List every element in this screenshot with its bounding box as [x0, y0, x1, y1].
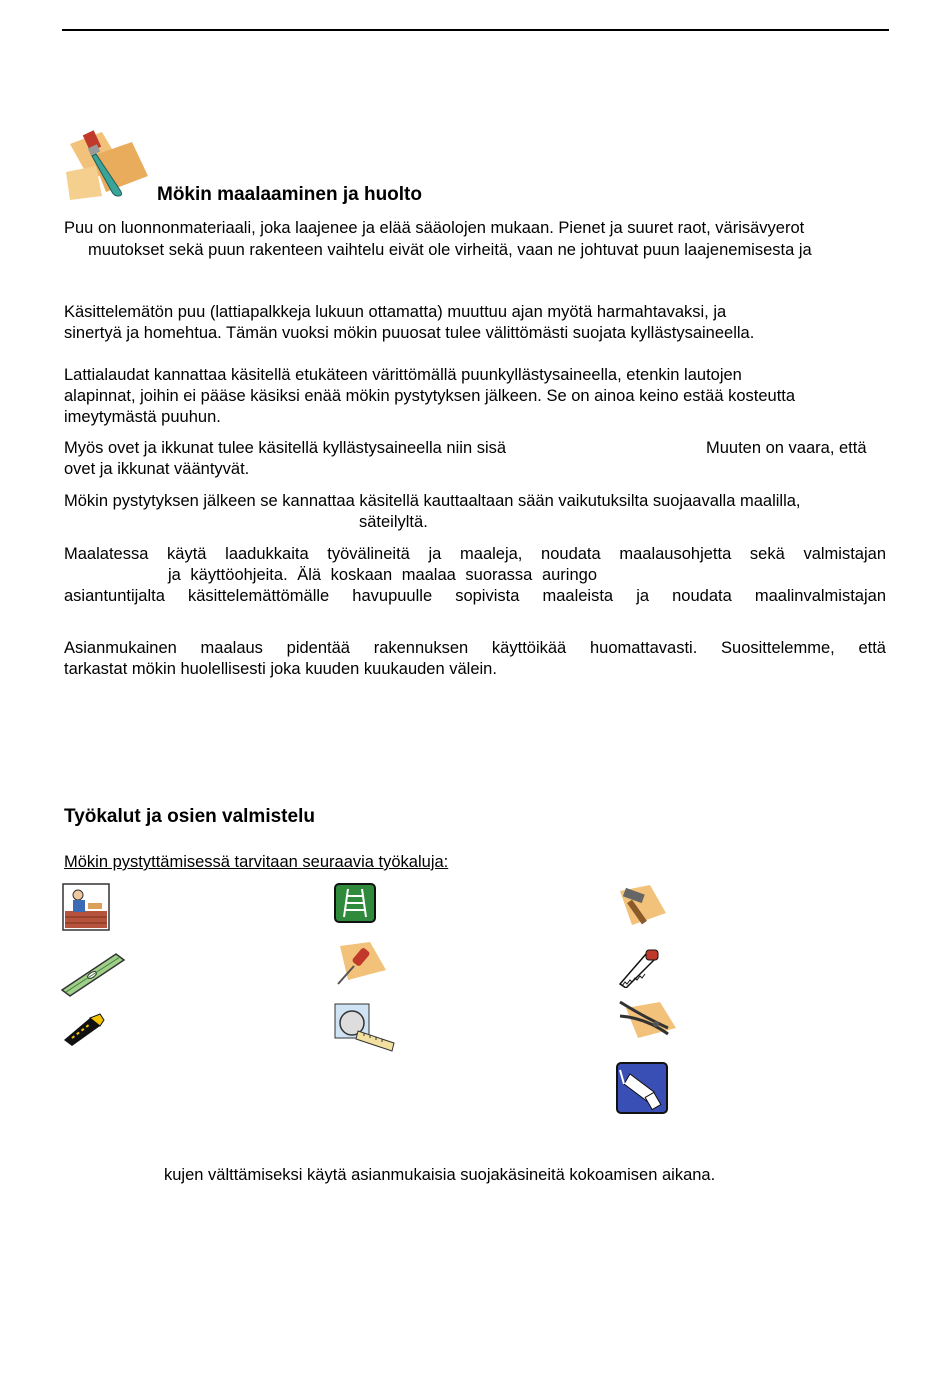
paragraph-5-line-1: Mökin pystytyksen jälkeen se kannattaa käsitellä kauttaaltaan sään vaikutuksilta suojaavalla maalilla,	[64, 492, 801, 510]
tools-intro: Mökin pystyttämisessä tarvitaan seuraavia työkaluja:	[64, 853, 449, 871]
drill-icon	[616, 1062, 668, 1114]
pincers-icon	[616, 998, 678, 1044]
tape-measure-icon	[334, 1003, 398, 1055]
paragraph-2-line-1: Käsittelemätön puu (lattiapalkkeja lukuun ottamatta) muuttuu ajan myötä harmahtavaksi, ja	[64, 303, 727, 321]
hammer-icon	[616, 883, 672, 933]
screwdriver-icon	[334, 940, 390, 988]
utility-knife-icon	[60, 1012, 106, 1046]
paragraph-4-line-2: ovet ja ikkunat vääntyvät.	[64, 460, 250, 478]
worker-clipart-icon	[62, 883, 110, 931]
ladder-icon	[334, 883, 376, 923]
paragraph-7-line-2: tarkastat mökin huolellisesti joka kuuden kuukauden välein.	[64, 660, 497, 678]
paragraph-4-line-1b: Muuten on vaara, että	[706, 439, 867, 457]
page-title: Mökin maalaaminen ja huolto	[157, 184, 422, 205]
section-title-tools: Työkalut ja osien valmistelu	[64, 806, 315, 827]
header-rule	[62, 29, 889, 31]
paragraph-5-line-2: säteilyltä.	[359, 513, 428, 531]
paragraph-1-line-2: muutokset sekä puun rakenteen vaihtelu eivät ole virheitä, vaan ne johtuvat puun laajenemisesta ja	[88, 241, 812, 259]
paragraph-6-line-1: Maalatessa käytä laadukkaita työvälineitä ja maaleja, noudata maalausohjetta sekä valmistajan	[64, 545, 886, 563]
saw-icon	[616, 948, 660, 988]
paragraph-4-line-1a: Myös ovet ja ikkunat tulee käsitellä kyllästysaineella niin sisä	[64, 439, 507, 457]
spirit-level-icon	[60, 950, 126, 998]
paragraph-6-line-3: asiantuntijalta käsittelemättömälle havupuulle sopivista maaleista ja noudata maalinvalmistajan	[64, 587, 886, 605]
paragraph-6-line-2: ja käyttöohjeita. Älä koskaan maalaa suorassa auringo	[168, 566, 597, 584]
paintbrush-icon	[62, 126, 152, 202]
paragraph-2-line-2: sinertyä ja homehtua. Tämän vuoksi mökin puuosat tulee välittömästi suojata kyllästysaineella.	[64, 324, 755, 342]
paragraph-3-line-2: alapinnat, joihin ei pääse käsiksi enää mökin pystytyksen jälkeen. Se on ainoa keino estää kosteutta	[64, 387, 796, 405]
paragraph-7-line-1: Asianmukainen maalaus pidentää rakennuksen käyttöikää huomattavasti. Suosittelemme, että	[64, 639, 886, 657]
paragraph-3-line-1: Lattialaudat kannattaa käsitellä etukäteen värittömällä puunkyllästysaineella, etenkin lautojen	[64, 366, 742, 384]
paragraph-1-line-1: Puu on luonnonmateriaali, joka laajenee ja elää sääolojen mukaan. Pienet ja suuret raot, värisävyerot	[64, 219, 805, 237]
tools-footer-note: kujen välttämiseksi käytä asianmukaisia suojakäsineitä kokoamisen aikana.	[164, 1166, 716, 1184]
paragraph-3-line-3: imeytymästä puuhun.	[64, 408, 221, 426]
